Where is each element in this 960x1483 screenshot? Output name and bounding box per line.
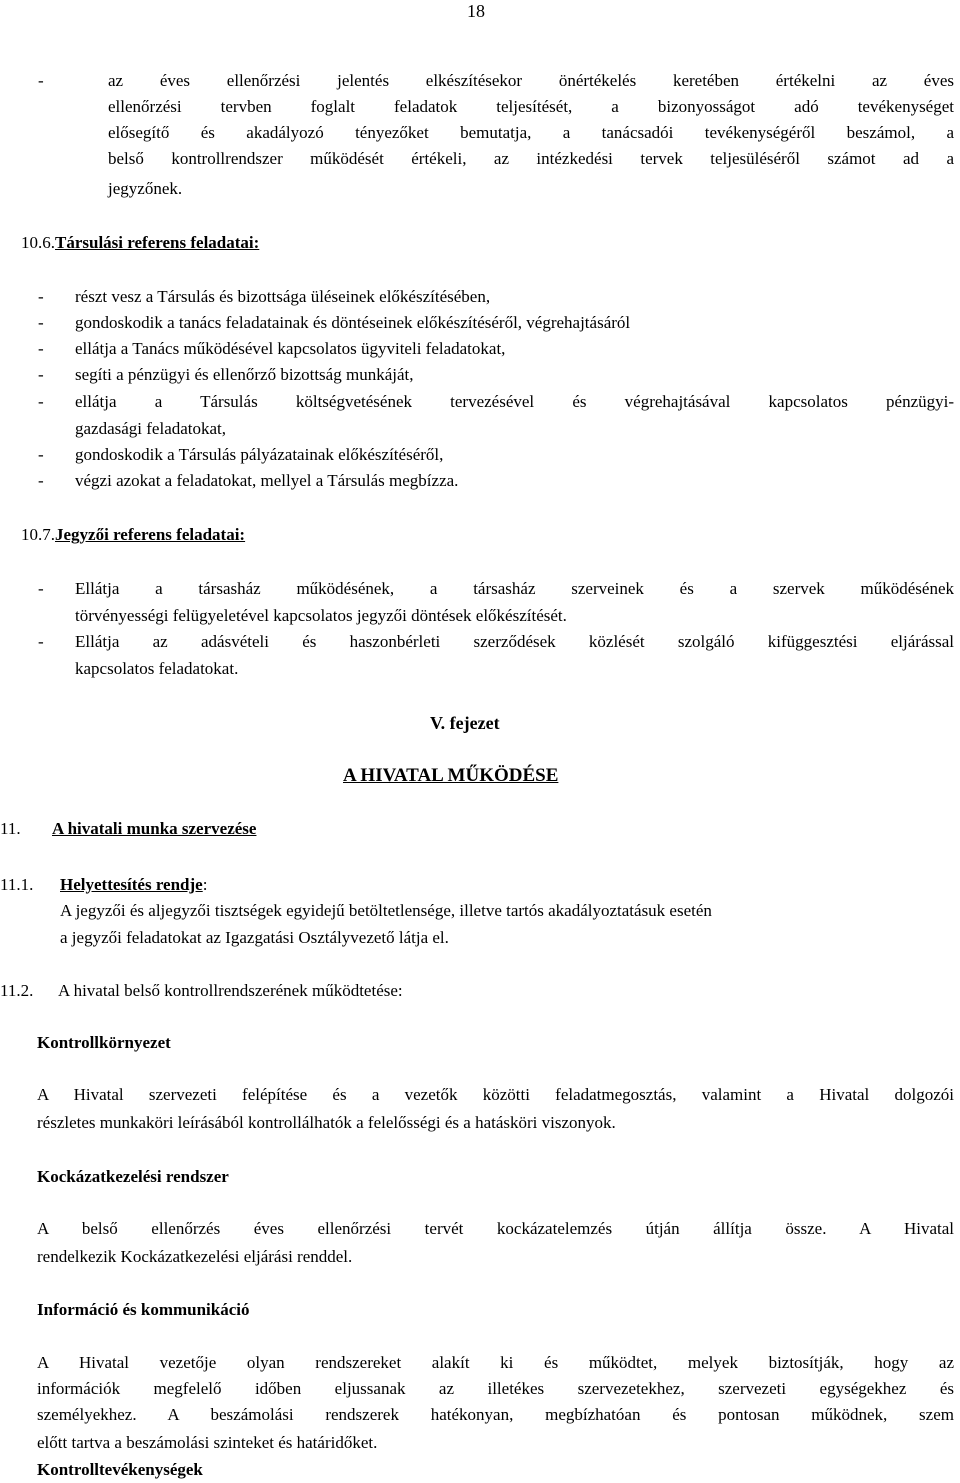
bullet-dash: - <box>38 313 44 332</box>
text-line: belső kontrollrendszer működését értékeli, az intézkedési tervek teljesüléséről számot ad a <box>108 149 954 168</box>
list-item: gondoskodik a tanács feladatainak és döntéseinek előkészítéséről, végrehajtásáról <box>75 313 631 332</box>
bullet-dash: - <box>38 579 44 598</box>
text-line: előtt tartva a beszámolási szinteket és határidőket. <box>37 1433 378 1452</box>
list-item: Ellátja az adásvételi és haszonbérleti szerződések közlését szolgáló kifüggesztési eljárással <box>75 632 954 651</box>
heading-colon: : <box>202 875 208 894</box>
chapter-title: A HIVATAL MŰKÖDÉSE <box>343 765 559 786</box>
section-heading <box>60 874 207 896</box>
text-line: A jegyzői és aljegyzői tisztségek egyidejű betöltetlensége, illetve tartós akadályoztatásuk esetén <box>60 901 712 920</box>
bullet-dash: - <box>38 392 44 411</box>
text-line: ellenőrzési tervben foglalt feladatok teljesítését, a bizonyosságot adó tevékenységet <box>108 97 954 116</box>
text-line: az éves ellenőrzési jelentés elkészítésekor önértékelés keretében értékelni az éves <box>108 71 954 90</box>
section-title: A hivatali munka szervezése <box>52 819 257 838</box>
bullet-dash: - <box>38 365 44 384</box>
list-item-continuation: törvényességi felügyeletével kapcsolatos jegyzői döntések előkészítését. <box>75 606 567 625</box>
text-line: jegyzőnek. <box>108 179 183 198</box>
bullet-dash: - <box>38 471 44 490</box>
subheading: Kockázatkezelési rendszer <box>37 1167 229 1186</box>
bullet-dash: - <box>38 287 44 306</box>
section-title: Helyettesítés rendje <box>60 875 203 894</box>
list-item-continuation: kapcsolatos feladatokat. <box>75 659 239 678</box>
list-item: ellátja a Társulás költségvetésének tervezésével és végrehajtásával kapcsolatos pénzügyi- <box>75 392 954 411</box>
subheading: Kontrollkörnyezet <box>37 1033 171 1052</box>
list-item: gondoskodik a Társulás pályázatainak előkészítéséről, <box>75 445 444 464</box>
list-item: segíti a pénzügyi és ellenőrző bizottság munkáját, <box>75 365 414 384</box>
text-line: részletes munkaköri leírásából kontrollálhatók a felelősségi és a hatásköri viszonyok. <box>37 1113 616 1132</box>
section-number: 11. <box>0 819 21 838</box>
text-line: információk megfelelő időben eljussanak az illetékes szervezetekhez, szervezeti egységekhez és <box>37 1379 954 1398</box>
section-number: 10.6. <box>21 233 55 252</box>
section-number: 10.7. <box>21 525 55 544</box>
list-item-continuation: gazdasági feladatokat, <box>75 419 227 438</box>
section-number: 11.2. <box>0 981 34 1000</box>
chapter-label: V. fejezet <box>430 713 500 733</box>
subheading: Kontrolltevékenységek <box>37 1460 203 1479</box>
list-item: végzi azokat a feladatokat, mellyel a Társulás megbízza. <box>75 471 459 490</box>
section-number: 11.1. <box>0 875 34 894</box>
subheading: Információ és kommunikáció <box>37 1300 250 1319</box>
list-item: ellátja a Tanács működésével kapcsolatos ügyviteli feladatokat, <box>75 339 506 358</box>
bullet-dash: - <box>38 71 44 90</box>
section-title: A hivatal belső kontrollrendszerének működtetése: <box>58 981 403 1000</box>
text-line: A Hivatal szervezeti felépítése és a vezetők közötti feladatmegosztás, valamint a Hivatal dolgozói <box>37 1085 954 1104</box>
list-item: Ellátja a társasház működésének, a társasház szerveinek és a szervek működésének <box>75 579 954 598</box>
text-line: elősegítő és akadályozó tényezőket bemutatja, a tanácsadói tevékenységéről beszámol, a <box>108 123 954 142</box>
text-line: a jegyzői feladatokat az Igazgatási Osztályvezető látja el. <box>60 928 449 947</box>
section-title: Jegyzői referens feladatai: <box>55 525 246 544</box>
bullet-dash: - <box>38 632 44 651</box>
section-title: Társulási referens feladatai: <box>55 233 260 252</box>
text-line: személyekhez. A beszámolási rendszerek hatékonyan, megbízhatóan és pontosan működnek, szem <box>37 1405 954 1424</box>
text-line: A Hivatal vezetője olyan rendszereket alakít ki és működtet, melyek biztosítják, hogy az <box>37 1353 954 1372</box>
text-line: rendelkezik Kockázatkezelési eljárási renddel. <box>37 1247 353 1266</box>
text-line: A belső ellenőrzés éves ellenőrzési tervét kockázatelemzés útján állítja össze. A Hivatal <box>37 1219 954 1238</box>
page-number: 18 <box>467 1 485 21</box>
bullet-dash: - <box>38 445 44 464</box>
list-item: részt vesz a Társulás és bizottsága üléseinek előkészítésében, <box>75 287 491 306</box>
bullet-dash: - <box>38 339 44 358</box>
